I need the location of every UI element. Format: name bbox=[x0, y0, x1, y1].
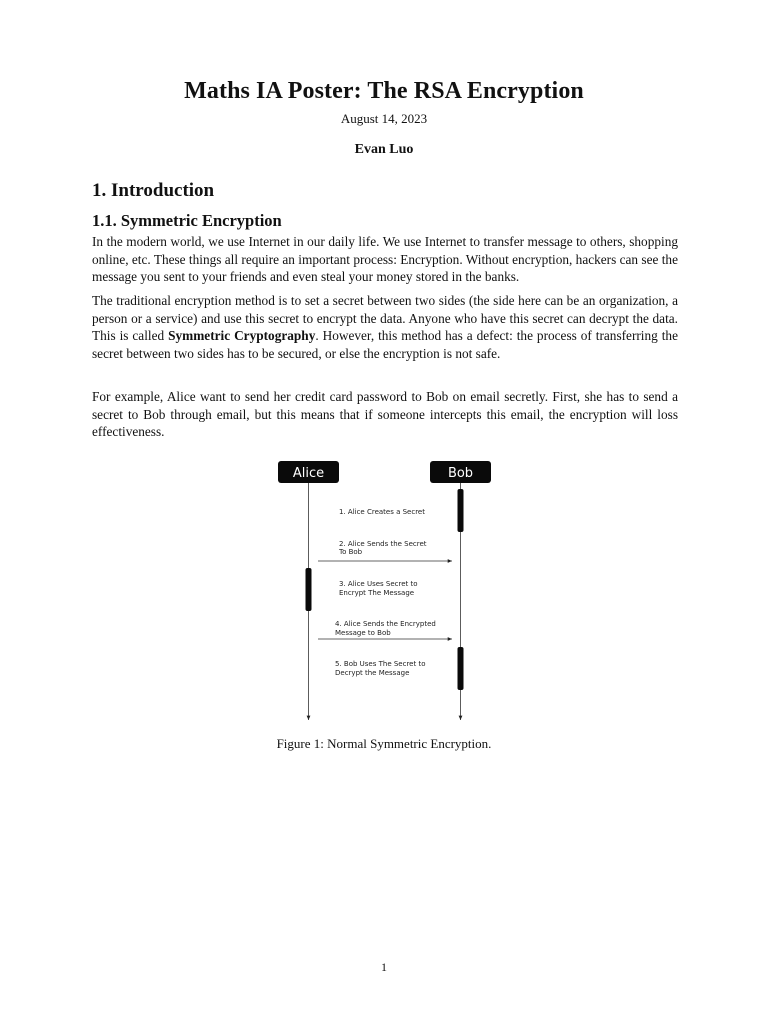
paragraph-2-text-end: . However, this method has a defect: the process of transferring the secret between two sides has to be secured, or else the encryption is not safe. bbox=[92, 328, 678, 361]
step-2-label-line1: 2. Alice Sends the Secret bbox=[339, 540, 427, 548]
paragraph-1: In the modern world, we use Internet in our daily life. We use Internet to transfer message to others, shopping online, etc. These things all require an important process: Encryption. Without encryption, hackers can see the message you sent to your friends and even steal your money stored in the banks. bbox=[92, 234, 678, 284]
step-2-label-line2: To Bob bbox=[339, 548, 363, 556]
document-title: Maths IA Poster: The RSA Encryption bbox=[184, 78, 584, 104]
alice-activation bbox=[306, 568, 312, 611]
step-3-label-line2: Encrypt The Message bbox=[339, 589, 415, 597]
step-4-label-line2: Message to Bob bbox=[335, 629, 391, 637]
document-author: Evan Luo bbox=[354, 142, 414, 157]
bob-activation-1 bbox=[458, 489, 464, 532]
step-4-label-line1: 4. Alice Sends the Encrypted bbox=[335, 620, 436, 628]
symmetric-cryptography-term: Symmetric Cryptography bbox=[168, 328, 316, 343]
section-heading: 1. Introduction bbox=[92, 180, 215, 201]
paragraph-2 bbox=[92, 292, 678, 362]
paragraph-3: For example, Alice want to send her credit card password to Bob on email secretly. First, she has to send a secret to Bob through email, but this means that if someone intercepts this email, the encryption will loss effectiveness. bbox=[92, 389, 678, 439]
step-1-label: 1. Alice Creates a Secret bbox=[339, 508, 425, 516]
alice-actor bbox=[278, 461, 339, 483]
document-date: August 14, 2023 bbox=[340, 111, 428, 126]
figure-caption: Figure 1: Normal Symmetric Encryption. bbox=[276, 736, 492, 751]
bob-activation-2 bbox=[458, 647, 464, 690]
paragraph-2-text-start: The traditional encryption method is to set a secret between two sides (the side here can be an organization, a person or a service) and use this secret to encrypt the data. Anyone who have this secret can decrypt the data. This is called bbox=[92, 293, 678, 343]
step-3-label-line1: 3. Alice Uses Secret to bbox=[339, 580, 418, 588]
sequence-diagram bbox=[270, 458, 500, 728]
step-5-label-line1: 5. Bob Uses The Secret to bbox=[335, 660, 426, 668]
page-number: 1 bbox=[381, 960, 387, 974]
step-5-label-line2: Decrypt the Message bbox=[335, 669, 410, 677]
bob-label: Bob bbox=[447, 466, 474, 481]
subsection-heading: 1.1. Symmetric Encryption bbox=[92, 211, 282, 230]
sequence-diagram-svg bbox=[270, 458, 500, 728]
bob-actor bbox=[430, 461, 491, 483]
alice-label: Alice bbox=[292, 466, 325, 481]
